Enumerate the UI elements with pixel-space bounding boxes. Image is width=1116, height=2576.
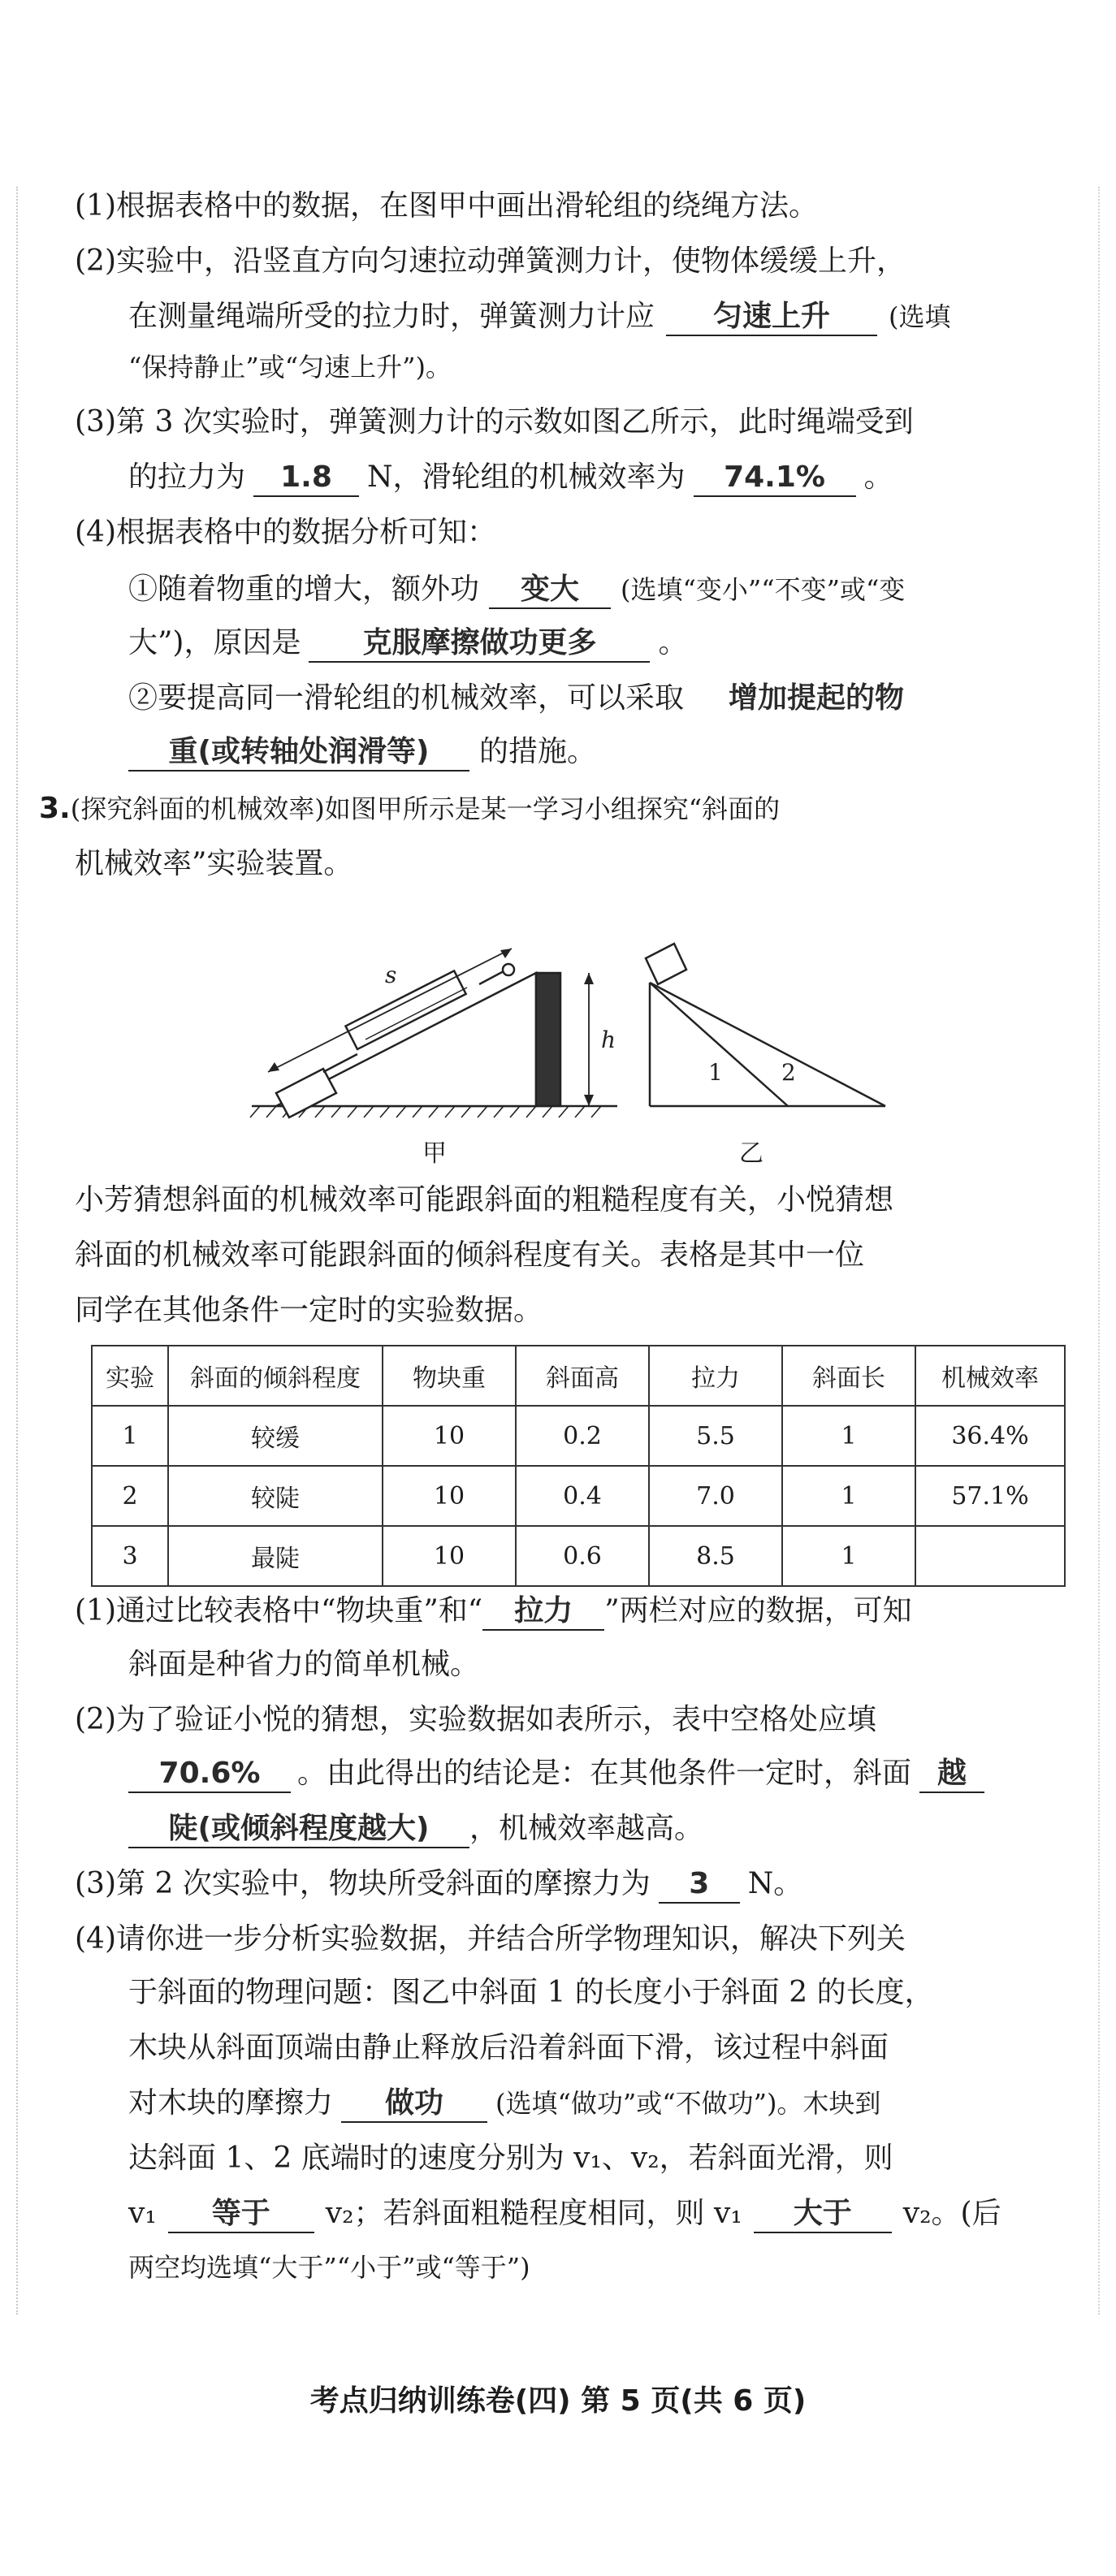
label-s: s	[385, 962, 397, 988]
table-cell: 1	[782, 1526, 915, 1586]
answer-blank: 变大	[489, 572, 611, 609]
text: 同学在其他条件一定时的实验数据。	[75, 1294, 543, 1327]
table-cell: 10	[383, 1406, 516, 1466]
q3-part2-line2	[128, 1753, 984, 1795]
answer-blank: 匀速上升	[666, 299, 877, 336]
text: 机械效率”实验装置。	[75, 847, 353, 880]
table-header: 机械效率	[915, 1346, 1065, 1406]
q3-desc-line2	[75, 1234, 864, 1277]
table-cell	[915, 1526, 1065, 1586]
label-slope-1: 1	[708, 1059, 723, 1086]
table-row	[92, 1466, 1065, 1526]
text: 大”)，原因是	[128, 626, 301, 659]
question-number: 3.	[39, 792, 71, 825]
table-header: 斜面高	[516, 1346, 649, 1406]
text: 在测量绳端所受的拉力时，弹簧测力计应	[128, 300, 655, 333]
table-cell: 1	[782, 1406, 915, 1466]
q2-part3-line1	[75, 401, 914, 443]
q3-part1-line1	[75, 1590, 912, 1632]
text: (选填“做功”或“不做功”)。木块到	[495, 2088, 881, 2119]
text: (选填“变小”“不变”或“变	[621, 574, 906, 605]
q3-part4-line4	[128, 2082, 880, 2124]
text: (1)根据表格中的数据，在图甲中画出滑轮组的绕绳方法。	[75, 189, 818, 223]
q3-desc-line3	[75, 1290, 543, 1332]
q3-intro-line2	[75, 843, 353, 885]
text: (探究斜面的机械效率)如图甲所示是某一学习小组探究“斜面的	[70, 793, 781, 824]
table-cell: 最陡	[168, 1526, 383, 1586]
q2-part4-line1	[75, 512, 496, 554]
caption-yi: 乙	[739, 1139, 763, 1168]
text: 达斜面 1、2 底端时的速度分别为 v₁、v₂，若斜面光滑，则	[128, 2142, 893, 2175]
text: (选填	[889, 301, 951, 332]
table-header-row	[92, 1346, 1065, 1406]
table-cell: 7.0	[649, 1466, 782, 1526]
incline-figure	[236, 926, 902, 1169]
text: v₁	[128, 2197, 157, 2230]
text: N，滑轮组的机械效率为	[367, 460, 686, 494]
answer-blank: 1.8	[253, 460, 359, 497]
text: (2)为了验证小悦的猜想，实验数据如表所示，表中空格处应填	[75, 1703, 876, 1736]
support-block	[536, 973, 560, 1106]
text: 。	[863, 460, 893, 494]
answer-blank: 克服摩擦做功更多	[309, 625, 650, 663]
answer-blank: 70.6%	[128, 1756, 291, 1793]
table-header: 斜面的倾斜程度	[168, 1346, 383, 1406]
text: v₂。(后	[902, 2197, 1001, 2230]
text: “保持静止”或“匀速上升”)。	[128, 352, 452, 383]
figure-yi	[646, 944, 885, 1106]
table-cell: 8.5	[649, 1526, 782, 1586]
table-cell: 10	[383, 1466, 516, 1526]
text: 斜面的机械效率可能跟斜面的倾斜程度有关。表格是其中一位	[75, 1238, 865, 1272]
q3-intro-line1	[39, 788, 780, 830]
answer-blank: 陡(或倾斜程度越大)	[128, 1811, 469, 1848]
table-header: 实验	[92, 1346, 168, 1406]
text: N。	[747, 1867, 803, 1900]
table-header: 物块重	[383, 1346, 516, 1406]
text: 两空均选填“大于”“小于”或“等于”)	[128, 2252, 530, 2283]
text: (2)实验中，沿竖直方向匀速拉动弹簧测力计，使物体缓缓上升，	[75, 244, 906, 278]
q3-part2-line1	[75, 1699, 876, 1741]
q2-part3-line2	[128, 456, 893, 499]
answer-blank: 等于	[168, 2196, 314, 2233]
table-cell: 0.6	[516, 1526, 649, 1586]
q2-part4-2-line2	[128, 731, 596, 773]
answer-blank: 大于	[754, 2196, 892, 2233]
answer-blank: 越	[919, 1756, 984, 1793]
q2-part2-line2	[128, 296, 951, 338]
table-cell: 2	[92, 1466, 168, 1526]
table-cell: 36.4%	[915, 1406, 1065, 1466]
text: 斜面是种省力的简单机械。	[128, 1648, 480, 1681]
table-cell: 5.5	[649, 1406, 782, 1466]
answer-blank: 拉力	[482, 1593, 604, 1631]
table-cell: 1	[92, 1406, 168, 1466]
q3-part4-line5	[128, 2137, 893, 2180]
table-header: 拉力	[649, 1346, 782, 1406]
text: v₂；若斜面粗糙程度相同，则 v₁	[325, 2197, 742, 2230]
table-cell: 10	[383, 1526, 516, 1586]
label-h: h	[601, 1027, 616, 1053]
q3-part2-line3	[128, 1808, 703, 1850]
table-row	[92, 1406, 1065, 1466]
text: 小芳猜想斜面的机械效率可能跟斜面的粗糙程度有关，小悦猜想	[75, 1183, 894, 1217]
margin-dotted-line	[16, 187, 18, 2315]
text: 的拉力为	[128, 460, 246, 494]
text: (3)第 2 次实验中，物块所受斜面的摩擦力为	[75, 1867, 651, 1900]
text: (1)通过比较表格中“物块重”和“	[75, 1594, 483, 1627]
page-footer: 考点归纳训练卷(四) 第 5 页(共 6 页)	[309, 2384, 807, 2418]
figure-jia	[250, 949, 617, 1117]
text: ②要提高同一滑轮组的机械效率，可以采取	[128, 681, 685, 715]
q3-part4-line7	[128, 2246, 530, 2289]
text: ①随着物重的增大，额外功	[128, 573, 480, 606]
text: (3)第 3 次实验时，弹簧测力计的示数如图乙所示，此时绳端受到	[75, 405, 914, 439]
answer-blank: 3	[659, 1866, 740, 1904]
label-slope-2: 2	[781, 1059, 796, 1086]
table-cell: 较陡	[168, 1466, 383, 1526]
q3-part1-line2	[128, 1644, 479, 1686]
text: 。	[658, 626, 688, 659]
q3-desc-line1	[75, 1179, 893, 1221]
sliding-block	[276, 1069, 336, 1117]
table-cell: 0.2	[516, 1406, 649, 1466]
text: 的措施。	[479, 735, 597, 768]
answer-blank: 增加提起的物	[729, 681, 905, 715]
answer-blank: 做功	[341, 2085, 487, 2123]
q2-part2-line3	[128, 346, 452, 388]
text: 木块从斜面顶端由静止释放后沿着斜面下滑，该过程中斜面	[128, 2031, 889, 2064]
data-table	[91, 1345, 1066, 1587]
text: ”两栏对应的数据，可知	[604, 1594, 912, 1627]
answer-blank: 重(或转轴处润滑等)	[128, 734, 469, 772]
q2-part2-line1	[75, 240, 906, 283]
text: (4)请你进一步分析实验数据，并结合所学物理知识，解决下列关	[75, 1922, 906, 1956]
q2-part4-1-line2	[128, 622, 687, 664]
q3-part4-line1	[75, 1918, 906, 1960]
q2-part4-1-line1	[128, 568, 905, 611]
text: 。由此得出的结论是：在其他条件一定时，斜面	[297, 1757, 912, 1790]
q3-part4-line2	[128, 1972, 934, 2014]
table-cell: 57.1%	[915, 1466, 1065, 1526]
table-cell: 1	[782, 1466, 915, 1526]
q2-part4-2-line1	[128, 677, 934, 720]
text: 对木块的摩擦力	[128, 2086, 334, 2120]
block-yi	[646, 944, 686, 984]
text: 于斜面的物理问题：图乙中斜面 1 的长度小于斜面 2 的长度，	[128, 1976, 934, 2009]
table-cell: 0.4	[516, 1466, 649, 1526]
table-cell: 较缓	[168, 1406, 383, 1466]
table-header: 斜面长	[782, 1346, 915, 1406]
margin-dotted-line-right	[1098, 187, 1100, 2315]
table-row	[92, 1526, 1065, 1586]
answer-blank: 74.1%	[694, 460, 856, 497]
table-cell: 3	[92, 1526, 168, 1586]
text: ，机械效率越高。	[469, 1812, 704, 1845]
q2-part1	[75, 185, 818, 227]
caption-jia: 甲	[422, 1139, 447, 1168]
q3-part4-line6	[128, 2193, 1001, 2235]
q3-part4-line3	[128, 2027, 889, 2069]
q3-part3	[75, 1863, 802, 1905]
text: (4)根据表格中的数据分析可知：	[75, 516, 496, 549]
